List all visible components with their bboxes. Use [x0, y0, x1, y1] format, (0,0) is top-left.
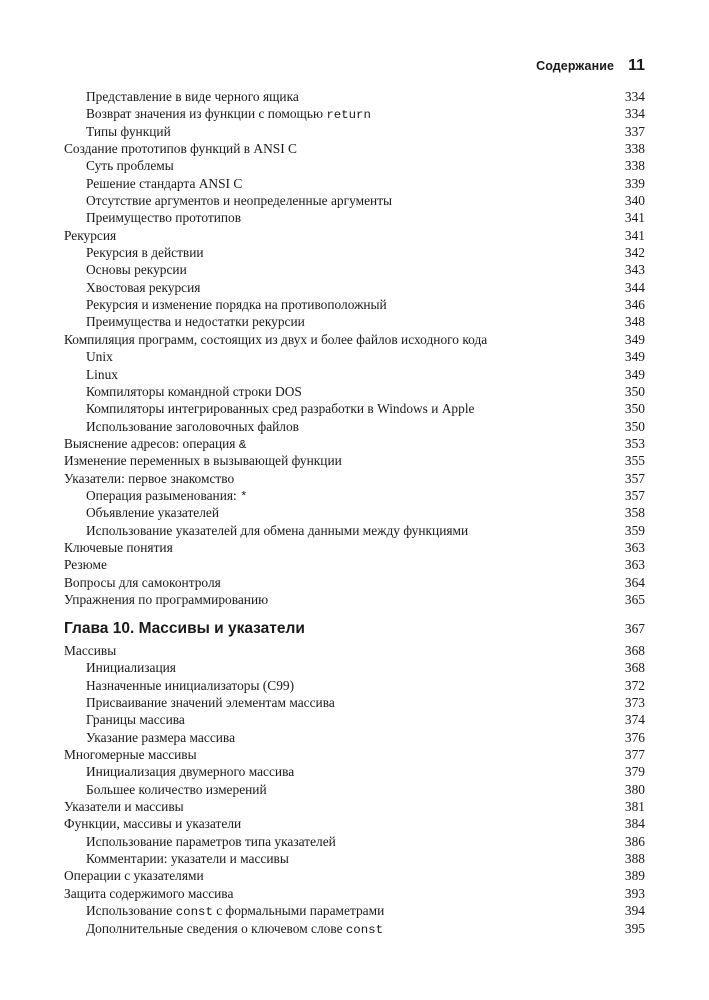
toc-entry-page-number: 357	[624, 470, 645, 486]
toc-entry-text: Объявление указателей	[86, 505, 220, 521]
running-header	[536, 57, 645, 75]
toc-entry-title	[64, 209, 241, 226]
toc-entry-text: Представление в виде черного ящика	[86, 89, 299, 104]
toc-entry-page-number: 358	[624, 505, 645, 521]
toc-section-entry[interactable]	[64, 227, 645, 244]
toc-entry-title	[64, 746, 197, 763]
toc-entry-text: Большее количество измерений	[86, 781, 267, 797]
toc-entry-text: Типы функций	[86, 123, 171, 139]
toc-entry-page-number: 342	[624, 245, 645, 261]
toc-entry-page-number: 359	[624, 522, 645, 538]
toc-entry-text: Рекурсия в действии	[86, 245, 204, 261]
toc-subsection-entry[interactable]	[64, 209, 645, 226]
toc-entry-text: Использование параметров типа указателей	[86, 833, 336, 849]
toc-entry-page-number: 339	[624, 175, 645, 191]
toc-subsection-entry[interactable]	[64, 313, 645, 330]
toc-entry-text: Указатели: первое знакомство	[64, 470, 235, 486]
toc-entry-text: Основы рекурсии	[86, 262, 187, 278]
toc-section-entry[interactable]	[64, 798, 645, 815]
toc-entry-page-number: 341	[624, 210, 645, 226]
toc-entry-page-number: 395	[624, 920, 645, 936]
toc-entry-text: Резюме	[64, 557, 107, 573]
toc-entry-text: Unix	[86, 349, 113, 365]
toc-entry-text: Linux	[86, 366, 118, 382]
toc-entry-page-number: 349	[624, 366, 645, 382]
toc-subsection-entry[interactable]	[64, 279, 645, 296]
toc-entry-title	[64, 591, 268, 608]
toc-entry-page-number: 353	[624, 435, 645, 451]
toc-entry-text: Комментарии: указатели и массивы	[86, 851, 289, 867]
toc-entry-title	[64, 574, 221, 591]
toc-entry-title	[64, 659, 176, 676]
toc-entry-text: Создание прототипов функций в ANSI C	[64, 141, 297, 157]
toc-entry-page-number: 348	[624, 314, 645, 330]
toc-entry-text: Преимущество прототипов	[86, 210, 242, 226]
toc-entry-title	[64, 694, 335, 711]
toc-entry-title	[64, 815, 241, 832]
toc-entry-title	[64, 157, 174, 174]
toc-entry-page-number: 368	[624, 643, 645, 658]
toc-entry-title	[64, 244, 204, 261]
toc-entry-text: Использование	[86, 903, 176, 919]
code-keyword: *	[240, 489, 248, 504]
toc-entry-page-number: 381	[624, 799, 645, 815]
toc-entry-text: Упражнения по программированию	[64, 591, 269, 607]
toc-entry-page-number: 341	[624, 227, 645, 243]
toc-entry-text: Преимущества и недостатки рекурсии	[86, 314, 305, 330]
toc-entry-text: Использование указателей для обмена данными между функциями	[86, 522, 469, 538]
toc-entry-title	[64, 192, 392, 209]
toc-entry-title	[64, 867, 204, 884]
toc-entry-page-number: 363	[624, 557, 645, 573]
running-header-title: Содержание	[536, 59, 615, 73]
toc-entry-title	[64, 885, 233, 902]
toc-entry-page-number: 350	[624, 401, 645, 417]
toc-entry-text: Компиляторы интегрированных сред разработки в Windows и Apple	[86, 401, 475, 417]
toc-entry-page-number: 344	[624, 279, 645, 295]
toc-section-entry[interactable]	[64, 642, 645, 659]
toc-entry-page-number: 377	[624, 747, 645, 763]
code-keyword: return	[326, 108, 371, 123]
toc-subsection-entry[interactable]	[64, 366, 645, 383]
toc-entry-title	[64, 556, 107, 573]
toc-list-part2	[64, 642, 645, 937]
toc-entry-page-number: 388	[624, 851, 645, 867]
toc-entry-title	[64, 798, 184, 815]
toc-entry-text: Использование заголовочных файлов	[86, 418, 300, 434]
toc-entry-page-number: 357	[624, 487, 645, 503]
toc-entry-text: Возврат значения из функции с помощью	[86, 106, 327, 122]
toc-entry-page-number: 393	[624, 885, 645, 901]
toc-entry-page-number: 338	[624, 158, 645, 174]
toc-entry-text: Присваивание значений элементам массива	[86, 695, 335, 711]
toc-subsection-entry[interactable]	[64, 192, 645, 209]
toc-subsection-entry[interactable]	[64, 296, 645, 313]
toc-entry-title	[64, 296, 387, 313]
toc-subsection-entry[interactable]	[64, 677, 645, 694]
toc-entry-text: Ключевые понятия	[64, 539, 173, 555]
toc-entry-page-number: 338	[624, 141, 645, 157]
toc-entry-title	[64, 850, 289, 867]
toc-section-entry[interactable]	[64, 435, 645, 452]
page-number: 11	[628, 57, 645, 74]
toc-entry-page-number: 379	[624, 764, 645, 780]
toc-subsection-entry[interactable]	[64, 694, 645, 711]
toc-section-entry[interactable]	[64, 574, 645, 591]
toc-entry-title	[64, 729, 235, 746]
toc-entry-title	[64, 763, 294, 780]
toc-subsection-entry[interactable]	[64, 522, 645, 539]
toc-entry-text: Многомерные массивы	[64, 747, 197, 763]
toc-entry-title	[64, 522, 468, 539]
toc-entry-title	[64, 313, 305, 330]
toc-entry-text: Компиляция программ, состоящих из двух и более файлов исходного кода	[64, 331, 488, 347]
toc-section-entry[interactable]	[64, 885, 645, 902]
toc-entry-text: Массивы	[64, 643, 117, 658]
toc-entry-text: Вопросы для самоконтроля	[64, 574, 221, 590]
toc-subsection-entry[interactable]	[64, 504, 645, 521]
toc-subsection-entry[interactable]	[64, 763, 645, 780]
toc-subsection-entry[interactable]	[64, 88, 645, 105]
toc-entry-page-number: 368	[624, 660, 645, 676]
toc-entry-text: Операция разыменования:	[86, 487, 241, 503]
toc-entry-page-number: 346	[624, 297, 645, 313]
toc-entry-text: Границы массива	[86, 712, 185, 728]
toc-entry-text: Операции с указателями	[64, 868, 204, 884]
toc-subsection-entry[interactable]	[64, 400, 645, 417]
toc-section-entry[interactable]	[64, 815, 645, 832]
toc-entry-page-number: 364	[624, 574, 645, 590]
toc-entry-page-number: 350	[624, 418, 645, 434]
toc-subsection-entry[interactable]	[64, 850, 645, 867]
toc-entry-page-number: 365	[624, 591, 645, 607]
toc-entry-text: Хвостовая рекурсия	[86, 279, 201, 295]
toc-entry-page-number: 337	[624, 123, 645, 139]
toc-entry-text: Функции, массивы и указатели	[64, 816, 242, 832]
toc-entry-page-number: 355	[624, 453, 645, 469]
toc-subsection-entry[interactable]	[64, 157, 645, 174]
toc-entry-title	[64, 711, 185, 728]
toc-subsection-entry[interactable]	[64, 123, 645, 140]
toc-entry-title	[64, 920, 383, 939]
toc-subsection-entry[interactable]	[64, 348, 645, 365]
toc-section-entry[interactable]	[64, 867, 645, 884]
toc-entry-text: Указание размера массива	[86, 729, 236, 745]
toc-entry-title	[64, 539, 173, 556]
toc-entry-title	[64, 123, 171, 140]
toc-subsection-entry[interactable]	[64, 729, 645, 746]
toc-subsection-entry[interactable]	[64, 418, 645, 435]
toc-entry-text: Инициализация	[86, 660, 176, 676]
toc-entry-page-number: 394	[624, 903, 645, 919]
toc-section-entry[interactable]	[64, 140, 645, 157]
toc-section-entry[interactable]	[64, 591, 645, 608]
toc-section-entry[interactable]	[64, 452, 645, 469]
toc-entry-title	[64, 400, 474, 417]
toc-entry-text: Указатели и массивы	[64, 799, 184, 815]
toc-entry-title	[64, 140, 297, 157]
toc-entry-title	[64, 504, 219, 521]
toc-entry-page-number: 363	[624, 539, 645, 555]
toc-entry-text: Выяснение адресов: операция	[64, 435, 239, 451]
toc-subsection-entry[interactable]	[64, 261, 645, 278]
toc-entry-title	[64, 261, 187, 278]
toc-entry-title	[64, 348, 113, 365]
toc-entry-title	[64, 452, 342, 469]
toc-entry-text: Решение стандарта ANSI C	[86, 175, 243, 191]
toc-entry-text: Дополнительные сведения о ключевом слове	[86, 920, 346, 936]
toc-entry-text: Изменение переменных в вызывающей функции	[64, 453, 342, 469]
toc-entry-title	[64, 470, 234, 487]
toc-subsection-entry[interactable]	[64, 175, 645, 192]
toc-section-entry[interactable]	[64, 539, 645, 556]
toc-entry-title	[64, 227, 116, 244]
toc-entry-page-number: 334	[624, 89, 645, 104]
toc-subsection-entry[interactable]	[64, 833, 645, 850]
toc-subsection-entry[interactable]	[64, 659, 645, 676]
code-keyword: &	[238, 437, 247, 452]
toc-entry-text: Инициализация двумерного массива	[86, 764, 295, 780]
toc-entry-title	[64, 642, 116, 659]
toc-section-entry[interactable]	[64, 331, 645, 348]
toc-entry-title	[64, 677, 294, 694]
toc-entry-page-number: 343	[624, 262, 645, 278]
toc-entry-title	[64, 833, 336, 850]
toc-list-part1	[64, 88, 645, 608]
toc-entry-page-number: 349	[624, 349, 645, 365]
toc-entry-page-number: 380	[624, 781, 645, 797]
toc-entry-text: Рекурсия	[64, 227, 117, 243]
toc-subsection-entry[interactable]	[64, 383, 645, 400]
toc-entry-page-number: 384	[624, 816, 645, 832]
toc-entry-text: с формальными параметрами	[212, 903, 385, 919]
toc-entry-title	[64, 331, 487, 348]
code-keyword: const	[175, 905, 213, 920]
toc-entry-page-number: 386	[624, 833, 645, 849]
toc-entry-title	[64, 88, 299, 105]
toc-entry-page-number: 376	[624, 729, 645, 745]
chapter-title: Глава 10. Массивы и указатели	[64, 620, 305, 637]
toc-entry-text: Назначенные инициализаторы (C99)	[86, 677, 295, 693]
toc-entry-text: Рекурсия и изменение порядка на противоположный	[86, 297, 387, 313]
chapter-page-number: 367	[624, 621, 645, 636]
toc-section-entry[interactable]	[64, 470, 645, 487]
toc-entry-title	[64, 175, 242, 192]
toc-entry-page-number: 340	[624, 193, 645, 209]
toc-subsection-entry[interactable]	[64, 920, 645, 937]
toc-entry-title	[64, 418, 299, 435]
toc-entry-page-number: 389	[624, 868, 645, 884]
toc-entry-title	[64, 279, 200, 296]
toc-entry-page-number: 334	[624, 106, 645, 122]
toc-chapter-heading	[64, 619, 645, 639]
toc-entry-title	[64, 366, 118, 383]
toc-subsection-entry[interactable]	[64, 487, 645, 504]
toc-subsection-entry[interactable]	[64, 711, 645, 728]
code-keyword: const	[345, 922, 384, 937]
toc-entry-page-number: 350	[624, 383, 645, 399]
toc-entry-text: Суть проблемы	[86, 158, 174, 174]
toc-subsection-entry[interactable]	[64, 902, 645, 919]
toc-entry-page-number: 374	[624, 712, 645, 728]
toc-subsection-entry[interactable]	[64, 781, 645, 798]
toc-subsection-entry[interactable]	[64, 105, 645, 122]
toc-entry-text: Компиляторы командной строки DOS	[86, 383, 302, 399]
toc-entry-text: Защита содержимого массива	[64, 885, 234, 901]
toc-section-entry[interactable]	[64, 556, 645, 573]
toc-entry-page-number: 373	[624, 695, 645, 711]
toc-entry-page-number: 372	[624, 677, 645, 693]
toc-entry-title	[64, 383, 302, 400]
toc-entry-text: Отсутствие аргументов и неопределенные аргументы	[86, 193, 393, 209]
toc-subsection-entry[interactable]	[64, 244, 645, 261]
toc-entry-page-number: 349	[624, 331, 645, 347]
toc-entry-title	[64, 781, 267, 798]
toc-section-entry[interactable]	[64, 746, 645, 763]
